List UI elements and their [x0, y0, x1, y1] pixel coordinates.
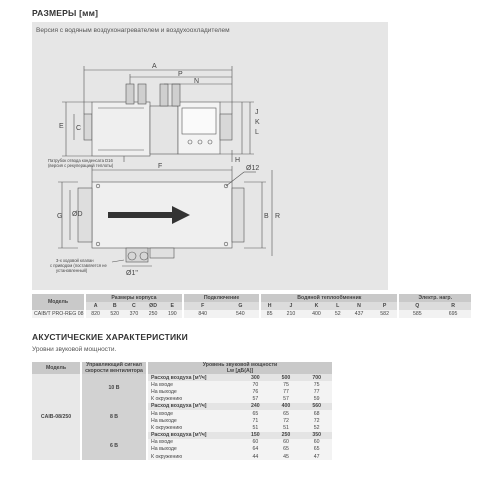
- dimensions-table: [32, 294, 471, 318]
- dims-letter: C: [124, 302, 143, 310]
- dims-model-header: Модель: [32, 294, 84, 310]
- label-k: K: [255, 119, 260, 126]
- dims-letter: G: [222, 302, 260, 310]
- dims-value: 582: [372, 310, 398, 318]
- label-b: B: [264, 213, 269, 220]
- ac-row-label: На выходе: [148, 446, 240, 453]
- ac-row-label: К окружению: [148, 453, 240, 460]
- dims-value: 540: [222, 310, 260, 318]
- ac-value: 60: [271, 439, 302, 446]
- dims-value: 585: [399, 310, 435, 318]
- dims-value: 85: [261, 310, 278, 318]
- ac-signal-10v: 10 В: [82, 374, 146, 403]
- ac-value: 68: [301, 410, 332, 417]
- ac-value: 250: [271, 432, 302, 439]
- dims-model-name: CAIB/T PRO-REG 08: [34, 311, 84, 317]
- ac-signal-8v: 8 В: [82, 403, 146, 432]
- ac-model: CAIB-08/250: [32, 374, 80, 460]
- ac-row-label: На выходе: [148, 388, 240, 395]
- dims-letter: Q: [399, 302, 435, 310]
- dims-group-housing: Размеры корпуса: [86, 294, 182, 302]
- ac-value: 65: [271, 410, 302, 417]
- dims-value: 210: [278, 310, 304, 318]
- ac-row-label: На входе: [148, 410, 240, 417]
- dims-value: 520: [105, 310, 124, 318]
- note-valve-line3: установленный): [56, 268, 88, 273]
- dims-group-water: Водяной теплообменник: [261, 294, 397, 302]
- ac-value: 240: [240, 403, 271, 410]
- ac-value: 77: [271, 388, 302, 395]
- ac-value: 65: [271, 446, 302, 453]
- label-l: L: [255, 129, 259, 136]
- ac-value: 150: [240, 432, 271, 439]
- ac-value: 500: [271, 374, 302, 381]
- ac-row-label: На входе: [148, 439, 240, 446]
- ac-value: 76: [240, 388, 271, 395]
- dims-value: 370: [124, 310, 143, 318]
- dims-letter: J: [278, 302, 304, 310]
- dims-group-electric: Электр. нагр.: [399, 294, 471, 302]
- ac-row-label: К окружению: [148, 396, 240, 403]
- acoustic-subtitle: Уровни звуковой мощности.: [32, 346, 117, 353]
- acoustic-title: АКУСТИЧЕСКИЕ ХАРАКТЕРИСТИКИ: [32, 332, 188, 342]
- label-d: ØD: [72, 211, 83, 218]
- ac-value: 51: [240, 424, 271, 431]
- dims-value: 400: [304, 310, 330, 318]
- ac-value: 300: [240, 374, 271, 381]
- ac-value: 60: [240, 439, 271, 446]
- label-j: J: [255, 109, 259, 116]
- ac-header-level: Уровень звуковой мощности Lw [дБ(A)]: [148, 362, 332, 374]
- dims-value: 250: [143, 310, 162, 318]
- label-e: E: [59, 123, 64, 130]
- ac-value: 700: [301, 374, 332, 381]
- ac-value: 59: [301, 396, 332, 403]
- ac-value: 64: [240, 446, 271, 453]
- dims-letter: F: [184, 302, 222, 310]
- label-c: C: [76, 125, 82, 132]
- dimensions-subtitle: Версия с водяным воздухонагревателем и воздухоохладителем: [36, 27, 230, 34]
- ac-value: 72: [301, 417, 332, 424]
- ac-value: 45: [271, 453, 302, 460]
- label-p: P: [178, 71, 183, 78]
- ac-value: 70: [240, 381, 271, 388]
- note-drain-line2: (версия с рекуперацией теплоты): [48, 163, 114, 168]
- dims-letter: B: [105, 302, 124, 310]
- ac-row-label: Расход воздуха [м³/ч]: [148, 432, 240, 439]
- ac-value: 560: [301, 403, 332, 410]
- ac-row-label: Расход воздуха [м³/ч]: [148, 403, 240, 410]
- ac-value: 65: [240, 410, 271, 417]
- dims-letter: K: [304, 302, 330, 310]
- label-f: F: [158, 163, 163, 170]
- ac-header-model: Модель: [32, 362, 80, 374]
- dims-letter: P: [372, 302, 398, 310]
- ac-value: 400: [271, 403, 302, 410]
- label-diam12: Ø12: [246, 165, 260, 172]
- note-drain-line1: Патрубок отвода конденсата D16: [48, 158, 113, 163]
- dims-value: 190: [163, 310, 182, 318]
- ac-row-label: На входе: [148, 381, 240, 388]
- ac-row-label: К окружению: [148, 424, 240, 431]
- ac-value: 57: [240, 396, 271, 403]
- ac-value: 57: [271, 396, 302, 403]
- dims-letter: ØD: [143, 302, 162, 310]
- label-diam1: Ø1": [126, 270, 138, 277]
- ac-value: 44: [240, 453, 271, 460]
- ac-header-signal: Управляющий сигнал скорости вентилятора: [82, 362, 146, 374]
- ac-value: 47: [301, 453, 332, 460]
- label-g: G: [57, 213, 63, 220]
- dims-group-connection: Подключение: [184, 294, 259, 302]
- ac-value: 65: [301, 446, 332, 453]
- dims-letter: R: [435, 302, 471, 310]
- dims-letter: N: [346, 302, 372, 310]
- dims-letter: E: [163, 302, 182, 310]
- ac-value: 75: [271, 381, 302, 388]
- dims-value: 820: [86, 310, 105, 318]
- label-a: A: [152, 63, 157, 70]
- dims-value: 52: [329, 310, 346, 318]
- label-n: N: [194, 78, 200, 85]
- note-valve-line1: 3-х ходовой клапан: [56, 258, 94, 263]
- ac-value: 72: [271, 417, 302, 424]
- ac-value: 71: [240, 417, 271, 424]
- acoustic-table: [32, 362, 332, 460]
- dims-letter: H: [261, 302, 278, 310]
- drawing-svg: [32, 22, 388, 290]
- ac-value: 60: [301, 439, 332, 446]
- ac-value: 350: [301, 432, 332, 439]
- ac-signal-6v: 6 В: [82, 432, 146, 461]
- dims-letter: A: [86, 302, 105, 310]
- dimensions-title: РАЗМЕРЫ [мм]: [32, 8, 99, 18]
- ac-value: 51: [271, 424, 302, 431]
- dims-letter: L: [329, 302, 346, 310]
- dims-value: 437: [346, 310, 372, 318]
- ac-value: 75: [301, 381, 332, 388]
- ac-row-label: На выходе: [148, 417, 240, 424]
- note-valve-line2: с приводом (поставляется не: [50, 263, 107, 268]
- ac-value: 52: [301, 424, 332, 431]
- label-r: R: [275, 213, 281, 220]
- ac-row-label: Расход воздуха [м³/ч]: [148, 374, 240, 381]
- dims-value: 695: [435, 310, 471, 318]
- label-h: H: [235, 157, 241, 164]
- ac-value: 77: [301, 388, 332, 395]
- technical-drawing: [32, 22, 388, 290]
- dims-value: 840: [184, 310, 222, 318]
